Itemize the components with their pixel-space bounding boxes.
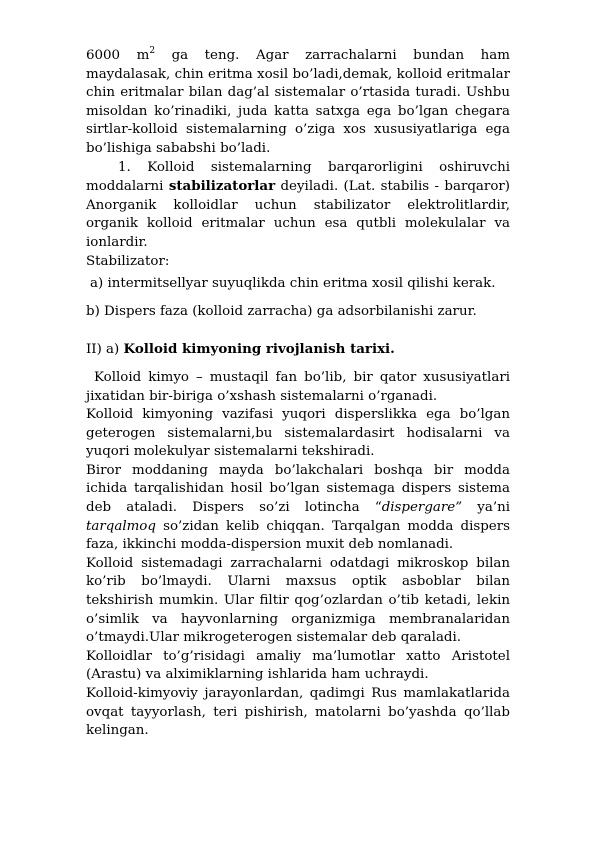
- section-prefix: II) a): [86, 342, 124, 358]
- document-page: [86, 47, 510, 741]
- paragraph-4: Kolloid kimyoning vazifasi yuqori disperslikka ega bo’lgan geterogen sistemalarni,bu sistemalardasirt hodisalarni va yuqori molekulyar sistemalarni tekshiradi.: [86, 407, 510, 460]
- list-item-a: a) intermitsellyar suyuqlikda chin eritma xosil qilishi kerak.: [90, 276, 496, 292]
- paragraph-5: [86, 462, 510, 555]
- section-heading: [86, 340, 510, 360]
- section-title: Kolloid kimyoning rivojlanish tarixi.: [123, 341, 395, 358]
- paragraph-1-start: 6000 m: [86, 48, 150, 63]
- paragraph-8: Kolloid-kimyoviy jarayonlardan, qadimgi Rus mamlakatlarida ovqat tayyorlash, teri pishirish, matolarni bo’yashda qo’llab kelingan.: [86, 686, 510, 739]
- stabilizator-label: Stabilizator:: [86, 253, 170, 269]
- italic-term-dispergare: dispergare”: [381, 500, 463, 516]
- paragraph-1: [86, 47, 510, 159]
- paragraph-1-rest: ga teng. Agar zarrachalarni bundan ham maydalasak, chin eritma xosil bo’ladi,demak, kolloid eritmalar chin eritmalar bilan dag’al sistemalar o’rtasida turadi. Ushbu misoldan ko’rinadiki, juda katta satxga ega bo’lgan chegara sirtlar-kolloid sistemalarning o’ziga xos xususiyatlariga ega bo’lishiga sababshi bo’ladi.: [86, 48, 510, 156]
- paragraph-3: Kolloid kimyo – mustaqil fan bo’lib, bir qator xususiyatlari jixatidan bir-biriga o’xshash sistemalarni o’rganadi.: [86, 369, 510, 404]
- paragraph-5-rest: so’zidan kelib chiqqan. Tarqalgan modda dispers faza, ikkinchi modda-dispersion muxit deb nomlanadi.: [86, 518, 510, 553]
- list-item-b: b) Dispers faza (kolloid zarracha) ga adsorbilanishi zarur.: [86, 303, 477, 319]
- paragraph-2-start: 1. Kolloid sistemalarning barqarorligini oshiruvchi moddalarni: [86, 159, 510, 195]
- paragraph-7: Kolloidlar to’g’risidagi amaliy ma’lumotlar xatto Aristotel (Arastu) va alximiklarning ishlarida ham uchraydi.: [86, 648, 510, 683]
- superscript: 2: [149, 46, 156, 56]
- paragraph-2-rest: deyiladi. (Lat. stabilis - barqaror) Anorganik kolloidlar uchun stabilizator elektrolitlardir, organik kolloid eritmalar uchun esa qutbli molekulalar va ionlardir.: [86, 179, 510, 250]
- paragraph-5-mid: ya’ni: [462, 500, 510, 516]
- bold-term-stabilizatorlar: stabilizatorlar: [168, 178, 276, 195]
- paragraph-5-start: Biror moddaning mayda bo’lakchalari boshqa bir modda ichida tarqalishidan hosil bo’lgan sistemaga dispers sistema deb ataladi. Dispers so’zi lotincha “: [86, 462, 510, 516]
- paragraph-6: Kolloid sistemadagi zarrachalarni odatdagi mikroskop bilan ko’rib bo’lmaydi. Ularni maxsus optik asboblar bilan tekshirish mumkin. Ular filtir qog’ozlardan o’tib ketadi, lekin o’simlik va hayvonlarning organizmiga membranalaridan o’tmaydi.Ular mikrogeterogen sistemalar deb qaraladi.: [86, 555, 510, 646]
- italic-term-tarqalmoq: tarqalmoq: [86, 518, 156, 534]
- paragraph-stabilizators: [86, 159, 510, 253]
